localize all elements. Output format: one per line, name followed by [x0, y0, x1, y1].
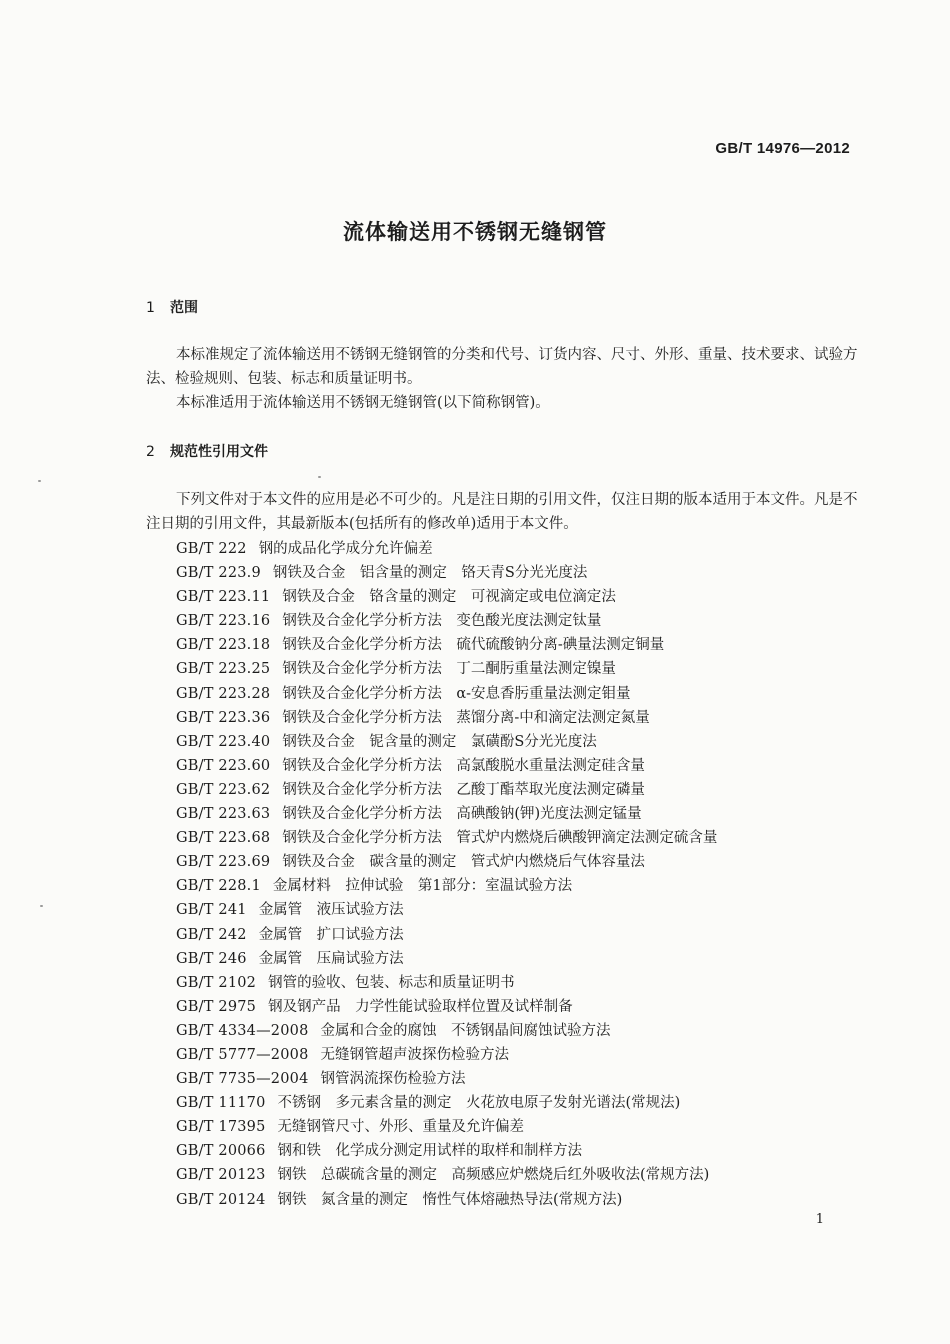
reference-item — [176, 995, 717, 1019]
reference-code: GB/T 20066 — [176, 1143, 266, 1160]
reference-code: GB/T 5777—2008 — [176, 1046, 309, 1063]
reference-title: 金属材料 拉伸试验 第1部分：室温试验方法 — [272, 878, 573, 895]
reference-code: GB/T 223.36 — [176, 709, 271, 726]
reference-code: GB/T 242 — [176, 926, 247, 943]
reference-title: 金属管 压扁试验方法 — [258, 950, 404, 967]
reference-title: 钢管涡流探伤检验方法 — [320, 1071, 466, 1088]
reference-item — [176, 730, 717, 754]
reference-code: GB/T 241 — [176, 902, 247, 919]
section-number: 2 — [146, 444, 155, 460]
reference-item — [176, 923, 717, 947]
reference-code: GB/T 223.62 — [176, 781, 271, 798]
reference-item — [176, 1115, 717, 1139]
reference-code: GB/T 223.40 — [176, 733, 271, 750]
reference-item — [176, 561, 717, 585]
reference-item — [176, 898, 717, 922]
reference-code: GB/T 20124 — [176, 1191, 266, 1208]
reference-title: 钢铁及合金化学分析方法 蒸馏分离-中和滴定法测定氮量 — [282, 709, 650, 726]
reference-code: GB/T 228.1 — [176, 878, 261, 895]
section-number: 1 — [146, 300, 155, 316]
reference-item — [176, 1043, 717, 1067]
references-intro-paragraph: 下列文件对于本文件的应用是必不可少的。凡是注日期的引用文件，仅注日期的版本适用于本文件。凡是不注日期的引用文件，其最新版本(包括所有的修改单)适用于本文件。 — [146, 492, 858, 532]
reference-code: GB/T 20123 — [176, 1167, 266, 1184]
section-heading-normative-references — [146, 441, 268, 461]
reference-title: 钢铁 氮含量的测定 惰性气体熔融热导法(常规方法) — [277, 1191, 623, 1208]
scan-speck — [318, 476, 321, 478]
reference-item — [176, 633, 717, 657]
reference-item — [176, 826, 717, 850]
reference-item — [176, 1188, 717, 1212]
reference-code: GB/T 2102 — [176, 974, 257, 991]
reference-code: GB/T 223.69 — [176, 854, 271, 871]
reference-code: GB/T 223.28 — [176, 685, 271, 702]
reference-item — [176, 682, 717, 706]
reference-item — [176, 657, 717, 681]
reference-title: 钢铁及合金 铝含量的测定 铬天青S分光光度法 — [272, 565, 588, 582]
reference-code: GB/T 4334—2008 — [176, 1022, 309, 1039]
section-heading-scope — [146, 297, 198, 317]
reference-title: 钢铁及合金 铌含量的测定 氯磺酚S分光光度法 — [282, 733, 597, 750]
reference-item — [176, 1067, 717, 1091]
reference-item — [176, 1091, 717, 1115]
reference-code: GB/T 223.63 — [176, 806, 271, 823]
reference-title: 钢铁及合金化学分析方法 丁二酮肟重量法测定镍量 — [282, 661, 616, 678]
reference-item — [176, 609, 717, 633]
reference-title: 金属和合金的腐蚀 不锈钢晶间腐蚀试验方法 — [320, 1022, 611, 1039]
reference-item — [176, 1163, 717, 1187]
reference-code: GB/T 7735—2004 — [176, 1071, 309, 1088]
reference-code: GB/T 223.68 — [176, 830, 271, 847]
reference-code: GB/T 223.11 — [176, 589, 271, 606]
reference-title: 钢铁及合金化学分析方法 硫代硫酸钠分离-碘量法测定铜量 — [282, 637, 665, 654]
reference-title: 无缝钢管尺寸、外形、重量及允许偏差 — [277, 1119, 525, 1136]
scan-speck — [38, 480, 41, 482]
reference-item — [176, 874, 717, 898]
reference-code: GB/T 223.18 — [176, 637, 271, 654]
reference-title: 钢管的验收、包装、标志和质量证明书 — [268, 974, 515, 991]
reference-item — [176, 778, 717, 802]
reference-item — [176, 754, 717, 778]
standard-code: GB/T 14976—2012 — [715, 140, 850, 157]
reference-item — [176, 802, 717, 826]
scan-speck — [40, 905, 43, 907]
reference-item — [176, 537, 717, 561]
reference-title: 钢及钢产品 力学性能试验取样位置及试样制备 — [268, 998, 573, 1015]
reference-title: 金属管 液压试验方法 — [258, 902, 404, 919]
reference-code: GB/T 223.60 — [176, 757, 271, 774]
reference-item — [176, 1019, 717, 1043]
section-title: 规范性引用文件 — [170, 444, 268, 460]
reference-title: 无缝钢管超声波探伤检验方法 — [320, 1046, 510, 1063]
reference-item — [176, 947, 717, 971]
reference-code: GB/T 223.9 — [176, 565, 261, 582]
reference-code: GB/T 222 — [176, 541, 247, 557]
reference-item — [176, 971, 717, 995]
reference-title: 钢铁及合金化学分析方法 变色酸光度法测定钛量 — [282, 613, 602, 630]
reference-title: 钢铁及合金化学分析方法 α-安息香肟重量法测定钼量 — [282, 685, 631, 702]
reference-title: 钢铁及合金化学分析方法 乙酸丁酯萃取光度法测定磷量 — [282, 781, 645, 798]
reference-title: 钢的成品化学成分允许偏差 — [258, 541, 433, 557]
reference-code: GB/T 246 — [176, 950, 247, 967]
reference-title: 钢铁及合金 碳含量的测定 管式炉内燃烧后气体容量法 — [282, 854, 645, 871]
reference-code: GB/T 223.25 — [176, 661, 271, 678]
scope-paragraph-2: 本标准适用于流体输送用不锈钢无缝钢管(以下简称钢管)。 — [176, 395, 550, 411]
reference-code: GB/T 223.16 — [176, 613, 271, 630]
reference-code: GB/T 17395 — [176, 1119, 266, 1136]
document-title: 流体输送用不锈钢无缝钢管 — [343, 220, 607, 244]
reference-item — [176, 706, 717, 730]
reference-list — [176, 537, 717, 1212]
reference-title: 钢铁及合金化学分析方法 管式炉内燃烧后碘酸钾滴定法测定硫含量 — [282, 830, 718, 847]
reference-code: GB/T 11170 — [176, 1095, 266, 1112]
reference-title: 钢铁 总碳硫含量的测定 高频感应炉燃烧后红外吸收法(常规方法) — [277, 1167, 710, 1184]
reference-item — [176, 850, 717, 874]
reference-title: 钢铁及合金化学分析方法 高氯酸脱水重量法测定硅含量 — [282, 757, 645, 774]
section-title: 范围 — [170, 300, 198, 316]
reference-title: 钢铁及合金化学分析方法 高碘酸钠(钾)光度法测定锰量 — [282, 806, 642, 823]
reference-code: GB/T 2975 — [176, 998, 257, 1015]
reference-title: 钢和铁 化学成分测定用试样的取样和制样方法 — [277, 1143, 583, 1160]
scope-paragraph-1: 本标准规定了流体输送用不锈钢无缝钢管的分类和代号、订货内容、尺寸、外形、重量、技术要求、试验方法、检验规则、包装、标志和质量证明书。 — [146, 347, 858, 387]
reference-title: 钢铁及合金 铬含量的测定 可视滴定或电位滴定法 — [282, 589, 616, 606]
page-number: 1 — [815, 1212, 824, 1227]
reference-title: 金属管 扩口试验方法 — [258, 926, 404, 943]
reference-item — [176, 585, 717, 609]
reference-item — [176, 1139, 717, 1163]
reference-title: 不锈钢 多元素含量的测定 火花放电原子发射光谱法(常规法) — [277, 1095, 681, 1112]
